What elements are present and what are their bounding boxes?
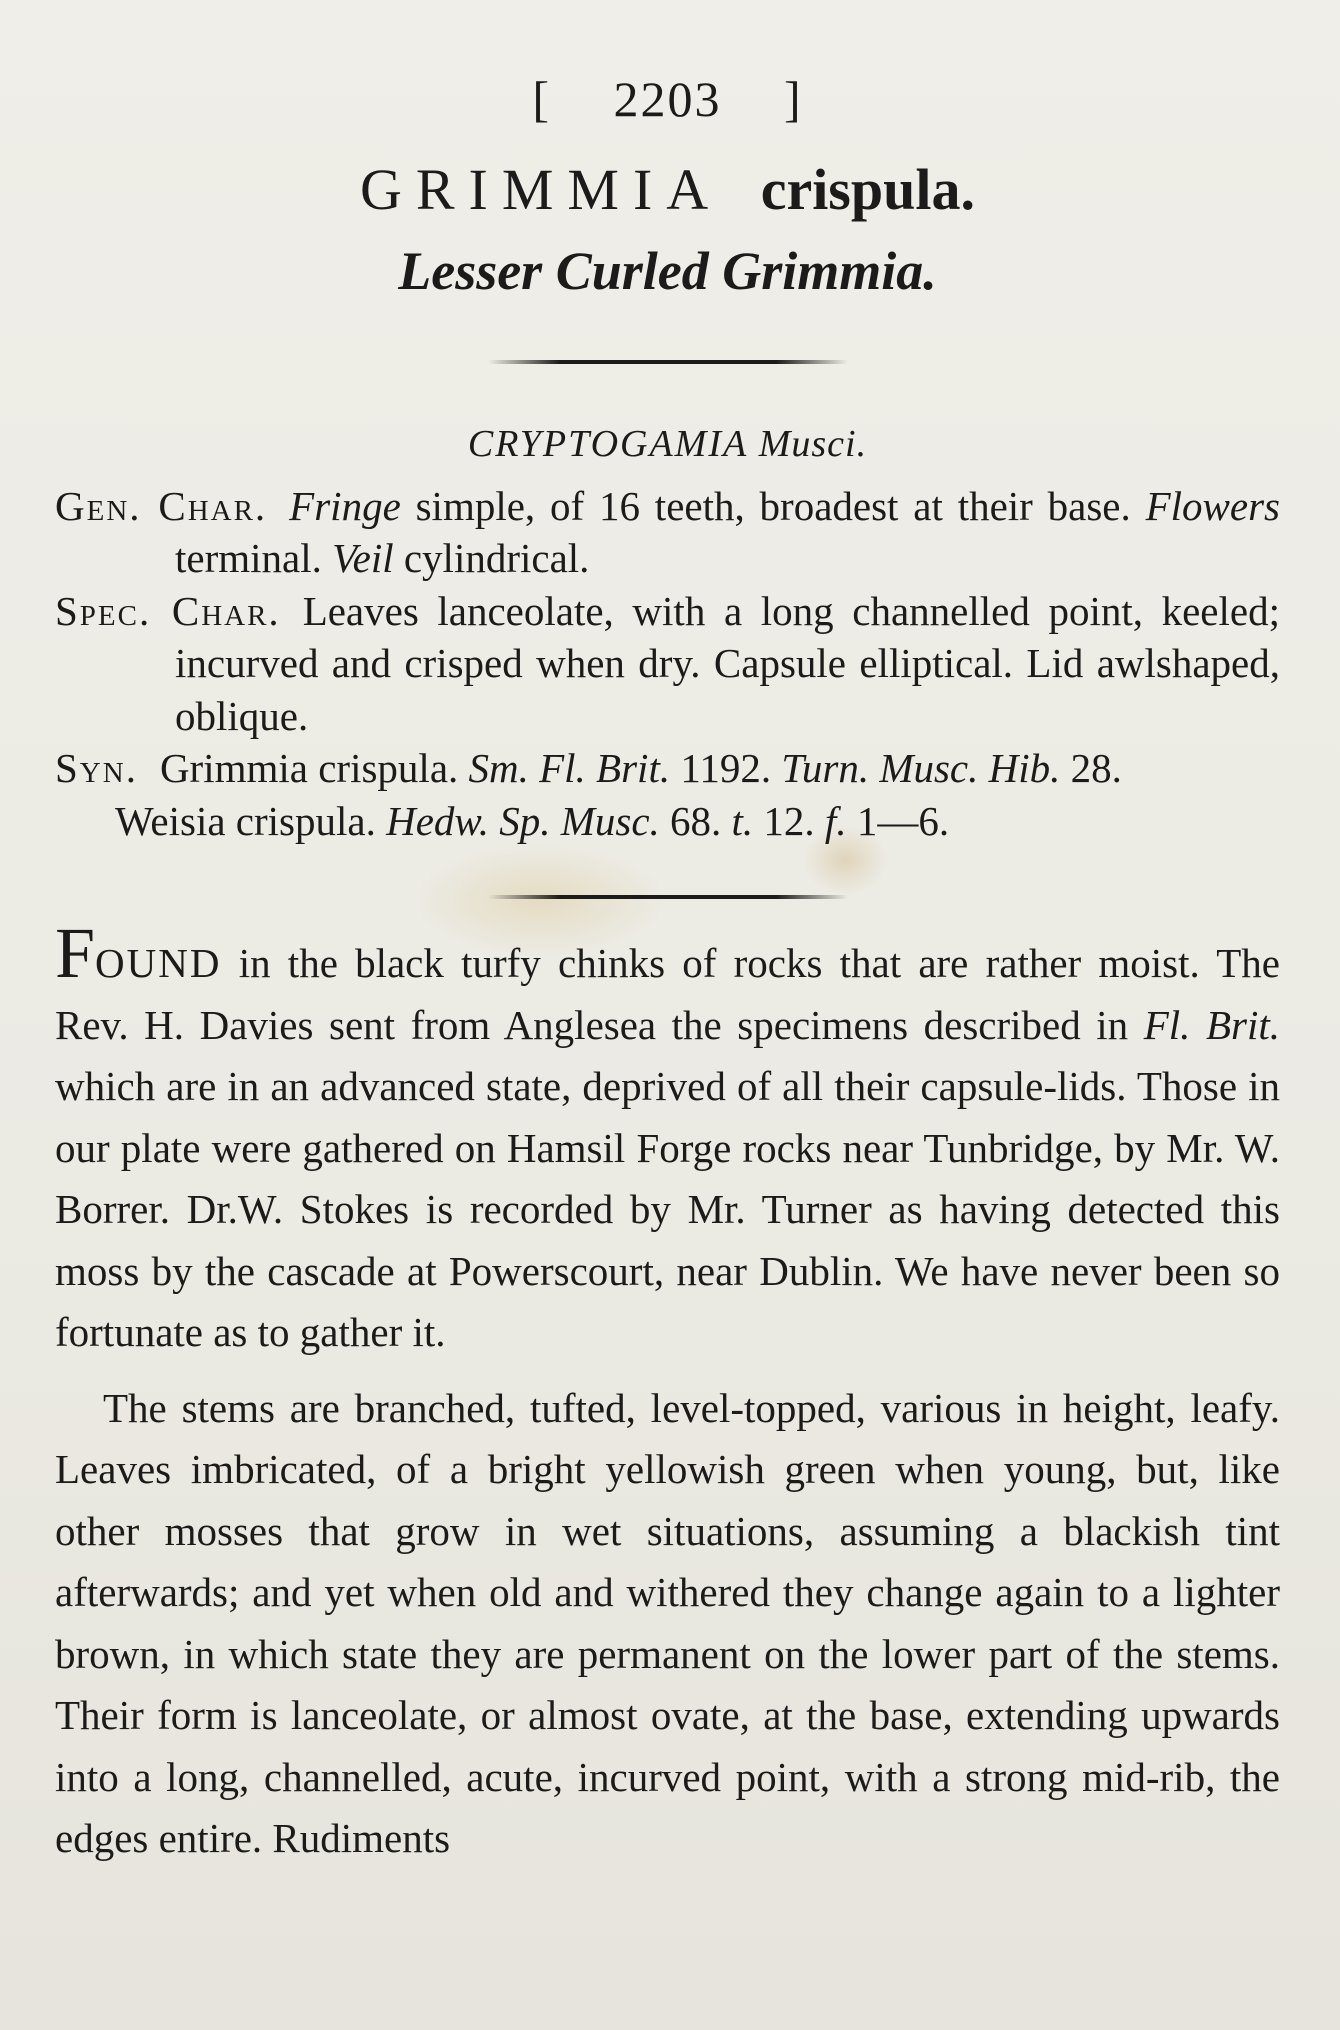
gen-char-term: Veil (332, 535, 394, 582)
gen-char-text: simple, of 16 teeth, broadest at their base. (400, 482, 1146, 529)
syn-reference: t. (731, 797, 754, 844)
gen-char-label: Gen. Char. (55, 482, 268, 529)
paragraph-reference: Fl. Brit. (1143, 1001, 1281, 1048)
syn-text: 28. (1060, 745, 1122, 792)
body-text (55, 913, 1281, 1870)
bracket-open: [ (532, 71, 551, 127)
paragraph-text: The stems are branched, tufted, level-topped, various in height, leafy. Leaves imbricated, of a bright yellowish green when young, but, like other mosses that grow in wet situations, assuming a blackish tint afterwards; and yet when old and withered they change again to a lighter brown, in which state they are permanent on the lower part of the stems. Their form is lanceolate, or almost ovate, at the base, extending upwards into a long, channelled, acute, incurved point, with a strong mid-rib, the edges entire. Rudiments (55, 1384, 1280, 1862)
syn-text: 68. (659, 797, 732, 844)
paragraph-text: in the black turfy chinks of rocks that are rather moist. The Rev. H. Davies sent from Anglesea the specimens described in (55, 940, 1280, 1048)
syn-reference: Turn. Musc. Hib. (781, 745, 1061, 792)
classification-class: CRYPTOGAMIA (467, 422, 749, 465)
genus-name: GRIMMIA (359, 157, 723, 222)
paragraph-text: which are in an advanced state, deprived of all their capsule-lids. Those in our plate were gathered on Hamsil Forge rocks near Tunbridge, by Mr. W. Borrer. Dr.W. Stokes is recorded by Mr. Turner as having detected this moss by the cascade at Powerscourt, near Dublin. We have never been so fortunate as to gather it. (55, 1063, 1280, 1356)
syn-text: 12. (753, 797, 825, 844)
paragraph (55, 1378, 1280, 1870)
classification-order: Musci. (758, 422, 868, 465)
gen-char-term: Flowers (1145, 482, 1280, 529)
syn-reference: f. (824, 797, 847, 844)
syn-label: Syn. (55, 745, 138, 792)
character-block (55, 480, 1280, 847)
page-title (55, 158, 1280, 222)
synonymy-weisia (55, 795, 1280, 847)
bracket-close: ] (784, 71, 803, 127)
opening-caps: OUND (95, 940, 222, 987)
classification (55, 422, 1280, 466)
syn-text: 1—6. (846, 797, 950, 844)
generic-character (55, 480, 1280, 585)
gen-char-term: Fringe (289, 482, 401, 529)
syn-text: 1192. (670, 745, 782, 792)
spec-char-text: Leaves lanceolate, with a long channelled point, keeled; incurved and crisped when dry. Capsule elliptical. Lid awlshaped, oblique. (175, 587, 1280, 739)
specific-character (55, 585, 1280, 742)
syn-text: Grimmia crispula. (159, 745, 469, 792)
plate-number (55, 70, 1280, 128)
common-name: Lesser Curled Grimmia. (398, 240, 937, 301)
gen-char-text: cylindrical. (393, 535, 590, 582)
syn-reference: Hedw. Sp. Musc. (386, 797, 660, 844)
spec-char-label: Spec. Char. (55, 587, 281, 634)
gen-char-text: terminal. (175, 535, 333, 582)
syn-text: Weisia crispula. (115, 797, 387, 844)
drop-cap: F (55, 913, 96, 994)
paragraph (55, 913, 1281, 1364)
species-name: crispula. (760, 157, 976, 222)
ornamental-rule (488, 360, 848, 364)
ornamental-rule (488, 895, 848, 899)
syn-reference: Sm. Fl. Brit. (468, 745, 671, 792)
synonymy (55, 742, 1280, 794)
plate-number-value: 2203 (613, 71, 722, 127)
